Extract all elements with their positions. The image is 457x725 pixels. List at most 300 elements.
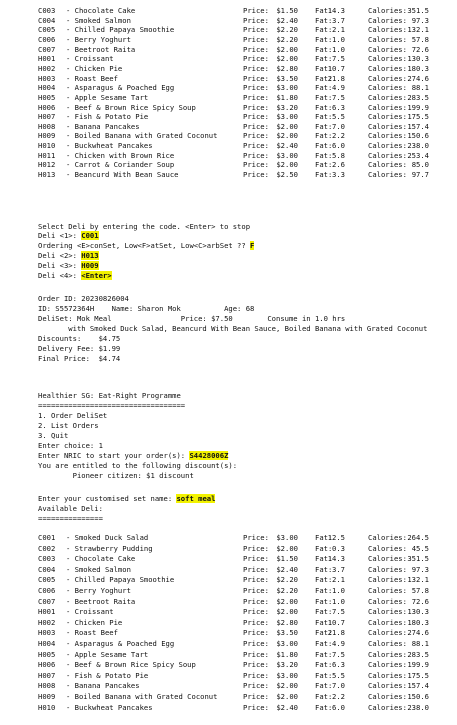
- menu-price: $3.50: [276, 628, 298, 638]
- menu-calories: 175.5: [407, 670, 429, 680]
- price-label: Price:: [243, 44, 269, 54]
- menu-price: $2.80: [276, 617, 298, 627]
- menu-calories: 97.3: [411, 15, 429, 25]
- menu-name: - Boiled Banana with Grated Coconut: [66, 692, 218, 701]
- menu-calories: 180.3: [407, 617, 429, 627]
- menu-name: - Boiled Banana with Grated Coconut: [66, 131, 218, 141]
- menu-name: - Fish & Potato Pie: [66, 670, 149, 680]
- fat-label: Fat:: [315, 131, 333, 141]
- menu-calories: 45.5: [411, 543, 429, 553]
- calories-label: Calories:: [368, 131, 407, 141]
- menu-code: H002: [38, 617, 56, 627]
- menu-calories: 351.5: [407, 554, 429, 564]
- calories-label: Calories:: [368, 6, 407, 15]
- price-label: Price:: [243, 121, 269, 131]
- calories-label: Calories:: [368, 702, 407, 712]
- fat-label: Fat:: [315, 554, 333, 564]
- menu-code: H004: [38, 83, 56, 93]
- fat-label: Fat:: [315, 586, 333, 595]
- menu-name: - Strawberry Pudding: [66, 543, 153, 553]
- available-deli-heading: Available Deli:: [38, 504, 103, 513]
- calories-label: Calories:: [368, 160, 407, 170]
- menu-name: - Smoked Duck Salad: [66, 533, 149, 542]
- order-id: Order ID: 20230826004: [38, 294, 129, 303]
- deli-4-input[interactable]: <Enter>: [81, 271, 112, 280]
- order-deliset: DeliSet: Mok Meal Price: $7.50 Consume in 1.0 hrs: [38, 314, 346, 323]
- menu-fat: 4.9: [332, 83, 345, 93]
- menu-fat: 10.7: [327, 617, 345, 627]
- menu-price: $3.00: [276, 150, 298, 160]
- menu-price: $1.50: [276, 554, 298, 564]
- price-label: Price:: [243, 649, 269, 659]
- menu-fat: 2.6: [332, 160, 345, 170]
- calories-label: Calories:: [368, 15, 407, 25]
- menu-price: $2.40: [276, 564, 298, 574]
- menu-calories: 88.1: [411, 639, 429, 648]
- menu-calories: 274.6: [407, 73, 429, 83]
- order-items: with Smoked Duck Salad, Beancurd With Bean Sauce, Boiled Banana with Grated Coconut: [38, 324, 428, 333]
- menu-price: $2.00: [276, 121, 298, 131]
- menu-option-list: 2. List Orders: [38, 421, 99, 430]
- ordering-line: Ordering <E>conSet, Low<F>atSet, Low<C>arbSet ?? F: [38, 241, 255, 250]
- calories-label: Calories:: [368, 44, 407, 54]
- setname-line: Enter your customised set name: soft meal: [38, 494, 216, 503]
- menu-calories: 72.6: [411, 596, 429, 606]
- menu-price: $2.00: [276, 681, 298, 691]
- menu-calories: 57.8: [411, 586, 429, 595]
- price-label: Price:: [243, 6, 269, 15]
- fat-label: Fat:: [315, 575, 333, 585]
- menu-fat: 0.3: [332, 543, 345, 553]
- calories-label: Calories:: [368, 112, 407, 122]
- price-label: Price:: [243, 575, 269, 585]
- menu-name: - Chicken Pie: [66, 617, 123, 627]
- menu-code: H009: [38, 131, 56, 141]
- menu-calories: 238.0: [407, 141, 429, 151]
- menu-fat: 1.0: [332, 34, 345, 44]
- discount-item: Pioneer citizen: $1 discount: [38, 471, 194, 480]
- menu-fat: 3.7: [332, 15, 345, 25]
- price-label: Price:: [243, 131, 269, 141]
- price-label: Price:: [243, 660, 269, 670]
- menu-name: - Asparagus & Poached Egg: [66, 639, 175, 648]
- menu-calories: 253.4: [407, 150, 429, 160]
- fat-label: Fat:: [315, 83, 333, 93]
- menu-fat: 10.7: [327, 63, 345, 73]
- menu-price: $2.00: [276, 44, 298, 54]
- price-label: Price:: [243, 34, 269, 44]
- menu-price: $2.40: [276, 702, 298, 712]
- price-label: Price:: [243, 617, 269, 627]
- menu-fat: 7.5: [332, 607, 345, 617]
- fat-label: Fat:: [315, 692, 333, 701]
- menu-code: H005: [38, 92, 56, 102]
- menu-code: H010: [38, 141, 56, 151]
- menu-name: - Beancurd With Bean Sauce: [66, 170, 179, 180]
- menu-price: $2.00: [276, 543, 298, 553]
- menu-price: $2.00: [276, 607, 298, 617]
- menu-name: - Beetroot Raita: [66, 44, 136, 54]
- fat-label: Fat:: [315, 44, 333, 54]
- price-label: Price:: [243, 112, 269, 122]
- calories-label: Calories:: [368, 54, 407, 64]
- menu-code: H007: [38, 112, 56, 122]
- menu-fat: 5.5: [332, 670, 345, 680]
- menu-fat: 6.0: [332, 141, 345, 151]
- fat-label: Fat:: [315, 150, 333, 160]
- menu-code: C007: [38, 596, 56, 606]
- menu-fat: 1.0: [332, 596, 345, 606]
- fat-label: Fat:: [315, 6, 333, 15]
- deli-2-input[interactable]: H013: [81, 251, 99, 260]
- fat-label: Fat:: [315, 160, 333, 170]
- menu-code: C005: [38, 25, 56, 35]
- menu-price: $1.50: [276, 6, 298, 15]
- fat-label: Fat:: [315, 15, 333, 25]
- menu-name: - Berry Yoghurt: [66, 586, 131, 595]
- menu-calories: 175.5: [407, 112, 429, 122]
- menu-price: $2.20: [276, 586, 298, 595]
- menu-price: $2.20: [276, 575, 298, 585]
- price-label: Price:: [243, 141, 269, 151]
- menu-fat: 21.8: [327, 73, 345, 83]
- menu-name: - Chicken Pie: [66, 63, 123, 73]
- price-label: Price:: [243, 170, 269, 180]
- calories-label: Calories:: [368, 63, 407, 73]
- menu-price: $3.00: [276, 639, 298, 648]
- setname-input[interactable]: soft meal: [176, 494, 216, 503]
- menu-fat: 7.5: [332, 92, 345, 102]
- fat-label: Fat:: [315, 564, 333, 574]
- menu-calories: 351.5: [407, 6, 429, 15]
- menu-price: $2.00: [276, 692, 298, 701]
- menu-option-quit: 3. Quit: [38, 431, 69, 440]
- fat-label: Fat:: [315, 596, 333, 606]
- fat-label: Fat:: [315, 681, 333, 691]
- menu-calories: 72.6: [411, 44, 429, 54]
- calories-label: Calories:: [368, 628, 407, 638]
- calories-label: Calories:: [368, 681, 407, 691]
- menu-code: H006: [38, 102, 56, 112]
- menu-calories: 150.6: [407, 692, 429, 701]
- menu-fat: 7.5: [332, 54, 345, 64]
- menu-calories: 274.6: [407, 628, 429, 638]
- price-label: Price:: [243, 54, 269, 64]
- menu-price: $3.20: [276, 660, 298, 670]
- menu-calories: 283.5: [407, 649, 429, 659]
- menu-fat: 7.5: [332, 649, 345, 659]
- calories-label: Calories:: [368, 649, 407, 659]
- menu-code: H008: [38, 681, 56, 691]
- price-label: Price:: [243, 92, 269, 102]
- menu-name: - Roast Beef: [66, 628, 118, 638]
- calories-label: Calories:: [368, 596, 407, 606]
- menu-name: - Buckwheat Pancakes: [66, 141, 153, 151]
- calories-label: Calories:: [368, 554, 407, 564]
- menu-name: - Apple Sesame Tart: [66, 92, 149, 102]
- menu-fat: 7.0: [332, 681, 345, 691]
- menu-fat: 6.3: [332, 102, 345, 112]
- menu-name: - Fish & Potato Pie: [66, 112, 149, 122]
- menu-code: C007: [38, 44, 56, 54]
- menu-name: - Croissant: [66, 607, 114, 617]
- order-discounts: Discounts: $4.75: [38, 334, 121, 343]
- calories-label: Calories:: [368, 121, 407, 131]
- menu-calories: 130.3: [407, 54, 429, 64]
- menu-price: $2.20: [276, 25, 298, 35]
- menu-code: H005: [38, 649, 56, 659]
- calories-label: Calories:: [368, 564, 407, 574]
- fat-label: Fat:: [315, 639, 333, 648]
- fat-label: Fat:: [315, 170, 333, 180]
- menu-fat: 2.2: [332, 131, 345, 141]
- fat-label: Fat:: [315, 121, 333, 131]
- order-delivery-fee: Delivery Fee: $1.99: [38, 344, 121, 353]
- menu-price: $2.50: [276, 170, 298, 180]
- calories-label: Calories:: [368, 25, 407, 35]
- menu-name: - Banana Pancakes: [66, 121, 140, 131]
- fat-label: Fat:: [315, 92, 333, 102]
- menu-price: $2.00: [276, 160, 298, 170]
- menu-price: $1.80: [276, 649, 298, 659]
- price-label: Price:: [243, 586, 269, 595]
- price-label: Price:: [243, 628, 269, 638]
- fat-label: Fat:: [315, 73, 333, 83]
- calories-label: Calories:: [368, 92, 407, 102]
- menu-calories: 199.9: [407, 102, 429, 112]
- menu-fat: 2.1: [332, 25, 345, 35]
- menu-price: $3.00: [276, 83, 298, 93]
- menu-calories: 88.1: [411, 83, 429, 93]
- calories-label: Calories:: [368, 639, 407, 648]
- menu-fat: 4.9: [332, 639, 345, 648]
- calories-label: Calories:: [368, 670, 407, 680]
- menu-option-order: 1. Order DeliSet: [38, 411, 108, 420]
- price-label: Price:: [243, 607, 269, 617]
- menu-code: H003: [38, 628, 56, 638]
- menu-price: $2.20: [276, 34, 298, 44]
- menu-code: C005: [38, 575, 56, 585]
- menu-code: C006: [38, 586, 56, 595]
- calories-label: Calories:: [368, 543, 407, 553]
- menu-fat: 14.3: [327, 6, 345, 15]
- fat-label: Fat:: [315, 628, 333, 638]
- calories-label: Calories:: [368, 617, 407, 627]
- menu-price: $2.00: [276, 131, 298, 141]
- menu-name: - Beef & Brown Rice Spicy Soup: [66, 660, 196, 670]
- fat-label: Fat:: [315, 660, 333, 670]
- menu-price: $3.20: [276, 102, 298, 112]
- menu-calories: 264.5: [407, 533, 429, 542]
- calories-label: Calories:: [368, 607, 407, 617]
- menu-calories: 157.4: [407, 121, 429, 131]
- menu-code: H012: [38, 160, 56, 170]
- menu-calories: 97.3: [411, 564, 429, 574]
- fat-label: Fat:: [315, 702, 333, 712]
- price-label: Price:: [243, 150, 269, 160]
- available-rule: ===============: [38, 514, 103, 523]
- menu-calories: 238.0: [407, 702, 429, 712]
- menu-code: C003: [38, 6, 56, 15]
- price-label: Price:: [243, 639, 269, 648]
- menu-code: H004: [38, 639, 56, 648]
- price-label: Price:: [243, 15, 269, 25]
- price-label: Price:: [243, 73, 269, 83]
- calories-label: Calories:: [368, 533, 407, 542]
- menu-fat: 1.0: [332, 44, 345, 54]
- deli-2-line: Deli <2>: H013: [38, 251, 99, 260]
- price-label: Price:: [243, 533, 269, 542]
- price-label: Price:: [243, 596, 269, 606]
- menu-code: H001: [38, 54, 56, 64]
- calories-label: Calories:: [368, 150, 407, 160]
- nric-input[interactable]: S4428006Z: [189, 451, 229, 460]
- menu-price: $3.00: [276, 112, 298, 122]
- menu-code: H010: [38, 702, 56, 712]
- fat-label: Fat:: [315, 141, 333, 151]
- fat-label: Fat:: [315, 533, 333, 542]
- menu-price: $3.00: [276, 670, 298, 680]
- fat-label: Fat:: [315, 63, 333, 73]
- menu-code: C003: [38, 554, 56, 564]
- calories-label: Calories:: [368, 102, 407, 112]
- fat-label: Fat:: [315, 670, 333, 680]
- menu-name: - Asparagus & Poached Egg: [66, 83, 175, 93]
- menu-code: H009: [38, 692, 56, 701]
- fat-label: Fat:: [315, 543, 333, 553]
- calories-label: Calories:: [368, 660, 407, 670]
- menu-name: - Chilled Papaya Smoothie: [66, 575, 175, 585]
- calories-label: Calories:: [368, 586, 407, 595]
- menu-calories: 130.3: [407, 607, 429, 617]
- menu-calories: 199.9: [407, 660, 429, 670]
- price-label: Price:: [243, 554, 269, 564]
- menu-name: - Beef & Brown Rice Spicy Soup: [66, 102, 196, 112]
- fat-label: Fat:: [315, 25, 333, 35]
- menu-calories: 132.1: [407, 575, 429, 585]
- programme-rule: ==================================: [38, 401, 186, 410]
- order-customer: ID: S5572364H Name: Sharon Mok Age: 68: [38, 304, 255, 313]
- entitled-line: You are entitled to the following discount(s):: [38, 461, 238, 470]
- calories-label: Calories:: [368, 141, 407, 151]
- menu-fat: 3.3: [332, 170, 345, 180]
- price-label: Price:: [243, 702, 269, 712]
- choice-line: Enter choice: 1: [38, 441, 103, 450]
- menu-calories: 85.0: [411, 160, 429, 170]
- menu-name: - Banana Pancakes: [66, 681, 140, 691]
- menu-price: $1.80: [276, 92, 298, 102]
- fat-label: Fat:: [315, 102, 333, 112]
- nric-line: Enter NRIC to start your order(s): S4428006Z: [38, 451, 229, 460]
- menu-price: $2.40: [276, 15, 298, 25]
- menu-name: - Chocolate Cake: [66, 554, 136, 564]
- menu-fat: 12.5: [327, 533, 345, 542]
- menu-calories: 283.5: [407, 92, 429, 102]
- fat-label: Fat:: [315, 649, 333, 659]
- menu-name: - Roast Beef: [66, 73, 118, 83]
- price-label: Price:: [243, 670, 269, 680]
- price-label: Price:: [243, 564, 269, 574]
- calories-label: Calories:: [368, 170, 407, 180]
- menu-calories: 57.8: [411, 34, 429, 44]
- menu-code: C002: [38, 543, 56, 553]
- menu-name: - Croissant: [66, 54, 114, 64]
- price-label: Price:: [243, 83, 269, 93]
- menu-code: C006: [38, 34, 56, 44]
- menu-fat: 2.2: [332, 692, 345, 701]
- menu-price: $2.40: [276, 141, 298, 151]
- menu-calories: 157.4: [407, 681, 429, 691]
- menu-fat: 6.3: [332, 660, 345, 670]
- order-final-price: Final Price: $4.74: [38, 354, 121, 363]
- calories-label: Calories:: [368, 73, 407, 83]
- menu-fat: 2.1: [332, 575, 345, 585]
- price-label: Price:: [243, 102, 269, 112]
- deli-3-line: Deli <3>: H009: [38, 261, 99, 270]
- price-label: Price:: [243, 63, 269, 73]
- menu-code: H001: [38, 607, 56, 617]
- deli-3-input[interactable]: H009: [81, 261, 99, 270]
- menu-name: - Apple Sesame Tart: [66, 649, 149, 659]
- menu-fat: 6.0: [332, 702, 345, 712]
- select-prompt: Select Deli by entering the code. <Enter> to stop: [38, 222, 251, 231]
- menu-name: - Smoked Salmon: [66, 564, 131, 574]
- menu-price: $3.50: [276, 73, 298, 83]
- menu-name: - Buckwheat Pancakes: [66, 702, 153, 712]
- menu-fat: 21.8: [327, 628, 345, 638]
- programme-title: Healthier SG: Eat-Right Programme: [38, 391, 181, 400]
- menu-code: C004: [38, 564, 56, 574]
- menu-name: - Beetroot Raita: [66, 596, 136, 606]
- calories-label: Calories:: [368, 575, 407, 585]
- menu-name: - Chocolate Cake: [66, 6, 136, 15]
- price-label: Price:: [243, 160, 269, 170]
- menu-code: H011: [38, 150, 56, 160]
- menu-calories: 132.1: [407, 25, 429, 35]
- menu-fat: 5.5: [332, 112, 345, 122]
- menu-calories: 97.7: [411, 170, 429, 180]
- deli-1-input[interactable]: C001: [81, 231, 99, 240]
- menu-fat: 7.0: [332, 121, 345, 131]
- menu-code: H008: [38, 121, 56, 131]
- menu-code: H006: [38, 660, 56, 670]
- menu-code: H003: [38, 73, 56, 83]
- menu-code: H002: [38, 63, 56, 73]
- deli-4-line: Deli <4>: <Enter>: [38, 271, 112, 280]
- menu-code: C001: [38, 533, 56, 542]
- fat-label: Fat:: [315, 54, 333, 64]
- menu-fat: 3.7: [332, 564, 345, 574]
- menu-name: - Chicken with Brown Rice: [66, 150, 175, 160]
- menu-code: H007: [38, 670, 56, 680]
- menu-fat: 14.3: [327, 554, 345, 564]
- price-label: Price:: [243, 681, 269, 691]
- calories-label: Calories:: [368, 34, 407, 44]
- menu-price: $2.00: [276, 596, 298, 606]
- menu-price: $3.00: [276, 533, 298, 542]
- deli-1-line: Deli <1>: C001: [38, 231, 99, 240]
- price-label: Price:: [243, 25, 269, 35]
- menu-price: $2.00: [276, 54, 298, 64]
- menu-fat: 1.0: [332, 586, 345, 595]
- menu-calories: 180.3: [407, 63, 429, 73]
- menu-price: $2.80: [276, 63, 298, 73]
- ordering-input[interactable]: F: [250, 241, 255, 250]
- fat-label: Fat:: [315, 617, 333, 627]
- menu-name: - Carrot & Coriander Soup: [66, 160, 175, 170]
- menu-name: - Smoked Salmon: [66, 15, 131, 25]
- menu-calories: 150.6: [407, 131, 429, 141]
